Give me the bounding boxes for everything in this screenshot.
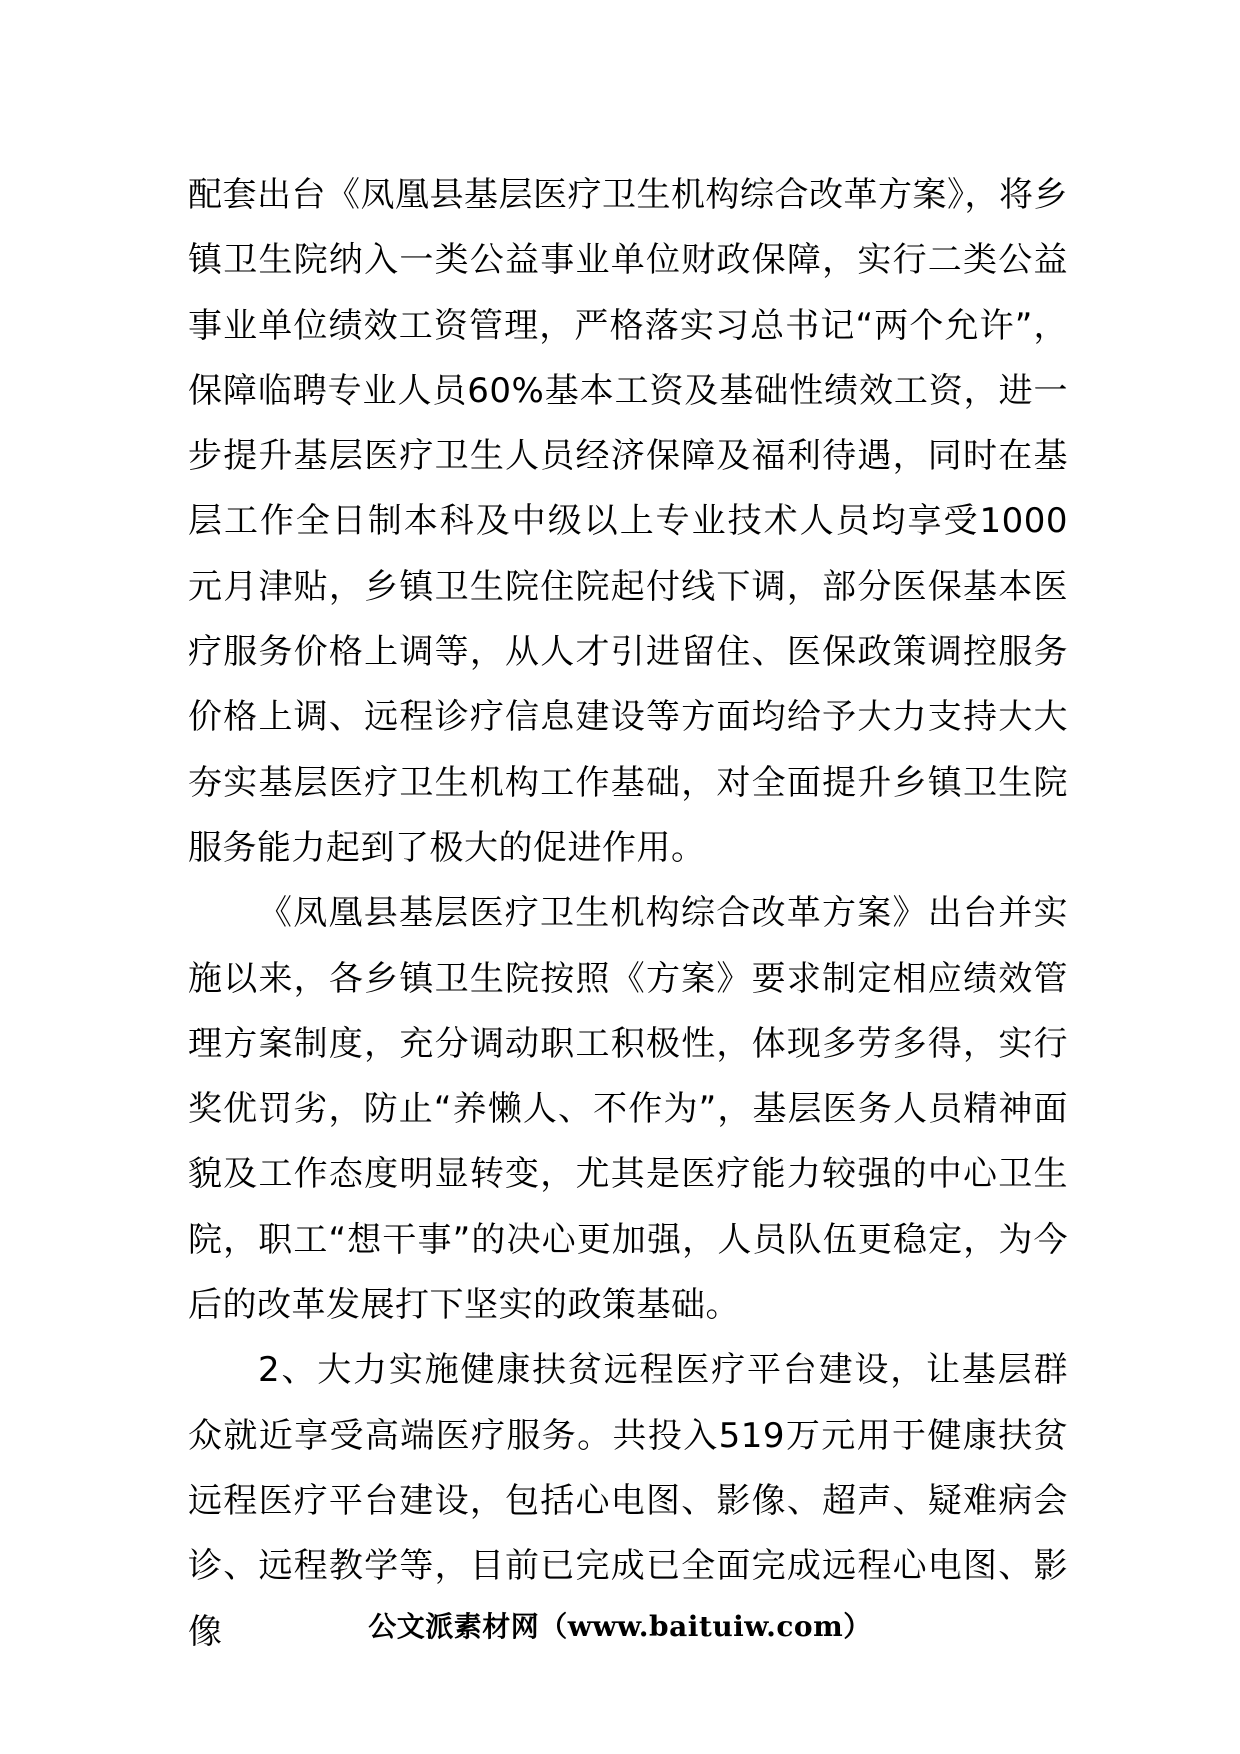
paragraph-3: 2、大力实施健康扶贫远程医疗平台建设，让基层群众就近享受高端医疗服务。共投入519万元用于健康扶贫远程医疗平台建设，包括心电图、影像、超声、疑难病会诊、远程教学等，目前已完成已全面完成远程心电图、影像 — [188, 1350, 1068, 1652]
footer-watermark: 公文派素材网（www.baituiw.com） — [368, 1610, 872, 1643]
paragraph-2: 《凤凰县基层医疗卫生机构综合改革方案》出台并实施以来，各乡镇卫生院按照《方案》要求制定相应绩效管理方案制度，充分调动职工积极性，体现多劳多得，实行奖优罚劣，防止“养懒人、不作为”，基层医务人员精神面貌及工作态度明显转变，尤其是医疗能力较强的中心卫生院，职工“想干事”的决心更加强，人员队伍更稳定，为今后的改革发展打下坚实的政策基础。 — [188, 893, 1068, 1326]
paragraph-1: 配套出台《凤凰县基层医疗卫生机构综合改革方案》，将乡镇卫生院纳入一类公益事业单位财政保障，实行二类公益事业单位绩效工资管理，严格落实习总书记“两个允许”，保障临聘专业人员60%基本工资及基础性绩效工资，进一步提升基层医疗卫生人员经济保障及福利待遇，同时在基层工作全日制本科及中级以上专业技术人员均享受1000元月津贴，乡镇卫生院住院起付线下调，部分医保基本医疗服务价格上调等，从人才引进留住、医保政策调控服务价格上调、远程诊疗信息建设等方面均给予大力支持大大夯实基层医疗卫生机构工作基础，对全面提升乡镇卫生院服务能力起到了极大的促进作用。 — [188, 175, 1068, 868]
body-text — [188, 163, 1068, 1665]
